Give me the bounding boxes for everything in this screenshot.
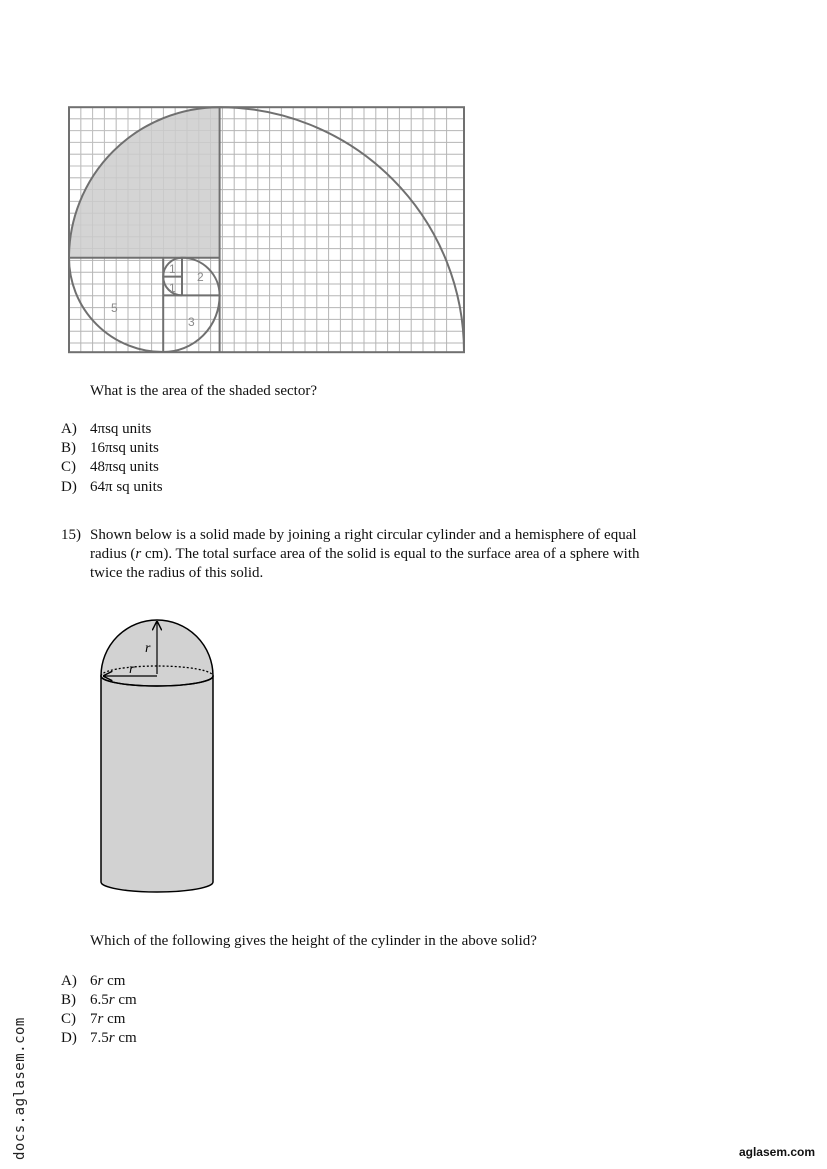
option-letter: D) [61,1030,77,1046]
option-text: 16πsq units [90,440,159,456]
q15-option-d[interactable] [61,1029,137,1048]
option-letter: C) [61,1011,76,1027]
square-label-1a: 1 [169,262,176,276]
q15-stem-line3: twice the radius of this solid. [90,565,264,581]
option-var: r [108,1030,115,1046]
option-letter: D) [61,479,77,495]
option-text: 4πsq units [90,421,152,437]
option-var: r [108,992,115,1008]
option-text: 48πsq units [90,459,159,475]
square-label-5: 5 [111,301,118,315]
option-number: 6 [90,973,98,989]
q15-prompt: Which of the following gives the height of the cylinder in the above solid? [90,933,537,949]
option-letter: A) [61,973,77,989]
q15-option-c[interactable] [61,1010,125,1029]
option-text: 64π sq units [90,479,163,495]
option-var: r [97,1011,104,1027]
square-label-2: 2 [197,270,204,284]
option-letter: C) [61,459,76,475]
q15-stem-text: cm). The total surface area of the solid is equal to the surface area of a sphere with [141,546,640,562]
fibonacci-spiral-figure [60,100,472,360]
q15-radius-var: r [135,546,142,562]
option-var: r [97,973,104,989]
q14-option-b[interactable] [61,439,159,458]
q15-stem-text: radius ( [90,546,136,562]
cylinder-hemisphere-figure [95,615,221,897]
option-unit: cm [103,973,126,989]
square-label-3: 3 [188,315,195,329]
cylinder-body [101,676,213,892]
q14-option-c[interactable] [61,458,159,477]
q14-option-d[interactable] [61,478,163,497]
brand-footer: aglasem.com [738,1145,815,1159]
q15-number: 15) [61,527,81,543]
q15-option-a[interactable] [61,972,125,991]
option-number: 7 [90,1011,98,1027]
square-label-1b: 1 [169,281,176,295]
q15-stem-line1: Shown below is a solid made by joining a right circular cylinder and a hemisphere of equal [90,527,637,543]
option-unit: cm [114,992,137,1008]
option-letter: A) [61,421,77,437]
option-unit: cm [103,1011,126,1027]
shaded-sector [69,107,220,258]
vertical-radius-label: r [145,641,151,656]
q14-option-a[interactable] [61,420,151,439]
q15-option-b[interactable] [61,991,137,1010]
q14-prompt: What is the area of the shaded sector? [90,383,317,399]
option-number: 7.5 [90,1030,109,1046]
option-letter: B) [61,440,76,456]
option-number: 6.5 [90,992,109,1008]
q15-stem-line2 [90,545,640,564]
option-unit: cm [114,1030,137,1046]
option-letter: B) [61,992,76,1008]
horizontal-radius-label: r [129,662,135,677]
watermark-url: docs.aglasem.com [12,1017,28,1160]
